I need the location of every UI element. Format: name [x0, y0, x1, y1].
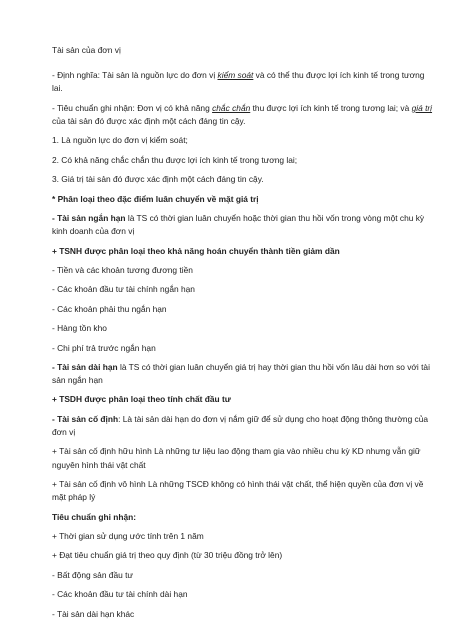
list-item: - Hàng tồn kho — [52, 323, 107, 334]
criteria-emphasis-1: chắc chắn — [212, 102, 251, 113]
criteria-paragraph — [52, 102, 434, 128]
doc-title: Tài sản của đơn vị — [52, 45, 121, 55]
definition-tail: và có thể thu được lợi ích kinh tế trong tương lai. — [52, 70, 425, 94]
long-term-label: - Tài sản dài hạn — [52, 361, 118, 372]
list-item: - Tài sản dài hạn khác — [52, 608, 135, 619]
short-term-paragraph — [52, 212, 434, 238]
fixed-asset-paragraph — [52, 413, 434, 439]
definition-paragraph — [52, 69, 434, 95]
section-heading: * Phân loại theo đặc điểm luân chuyển về mặt giá trị — [52, 193, 259, 204]
intangible-paragraph: + Tài sản cố định vô hình Là những TSCĐ không có hình thái vật chất, thể hiện quyền của đơn vị về mặt pháp lý — [52, 479, 424, 503]
section-heading: Tiêu chuẩn ghi nhận: — [52, 511, 137, 522]
long-term-text: là TS có thời gian luân chuyển giá trị hay thời gian thu hồi vốn lâu dài hơn so với tài sản ngắn hạn — [52, 361, 430, 386]
section-heading: + TSNH được phân loại theo khả năng hoán chuyển thành tiền giảm dần — [52, 245, 340, 256]
tangible-paragraph: + Tài sản cố định hữu hình Là những tư liệu lao động tham gia vào nhiều chu kỳ KD nhưng vẫn giữ nguyên hình thái vật chất — [52, 446, 421, 470]
list-item: + Thời gian sử dụng ước tính trên 1 năm — [52, 531, 204, 542]
fixed-asset-text: : Là tài sản dài hạn do đơn vị nắm giữ để sử dụng cho hoạt động thông thường của đơn vị — [52, 413, 429, 438]
long-term-paragraph — [52, 361, 434, 387]
list-item: - Chi phí trả trước ngắn hạn — [52, 342, 156, 353]
list-item: + Đạt tiêu chuẩn giá trị theo quy định (từ 30 triệu đồng trở lên) — [52, 550, 283, 561]
criteria-lead: - Tiêu chuẩn ghi nhận: Đơn vị có khả năng — [52, 102, 213, 113]
section-heading: + TSDH được phân loại theo tính chất đầu tư — [52, 394, 231, 405]
list-item: 1. Là nguồn lực do đơn vị kiểm soát; — [52, 135, 188, 146]
list-item: - Các khoản đầu tư tài chính dài hạn — [52, 589, 188, 600]
list-item: 3. Giá trị tài sản đó được xác định một cách đáng tin cậy. — [52, 174, 264, 185]
list-item: 2. Có khả năng chắc chắn thu được lợi ích kinh tế trong tương lai; — [52, 154, 298, 165]
short-term-label: - Tài sản ngắn hạn — [52, 212, 126, 223]
list-item: - Các khoản đầu tư tài chính ngắn hạn — [52, 284, 195, 295]
list-item: - Tiền và các khoản tương đương tiền — [52, 264, 193, 275]
criteria-tail: của tài sản đó được xác định một cách đáng tin cậy. — [52, 116, 246, 126]
list-item: - Bất động sản đầu tư — [52, 569, 134, 580]
definition-lead: - Định nghĩa: Tài sản là nguồn lực do đơn vị — [52, 70, 218, 81]
criteria-emphasis-2: giá trị — [411, 102, 433, 113]
fixed-asset-label: - Tài sản cố định — [52, 413, 119, 424]
criteria-mid: thu được lợi ích kinh tế trong tương lai; và — [250, 102, 412, 113]
list-item: - Các khoản phải thu ngắn hạn — [52, 303, 167, 314]
short-term-text: là TS có thời gian luân chuyển hoặc thời gian thu hồi vốn trong vòng một chu kỳ kinh doanh của đơn vị — [52, 212, 425, 237]
definition-emphasis: kiểm soát — [217, 70, 254, 81]
